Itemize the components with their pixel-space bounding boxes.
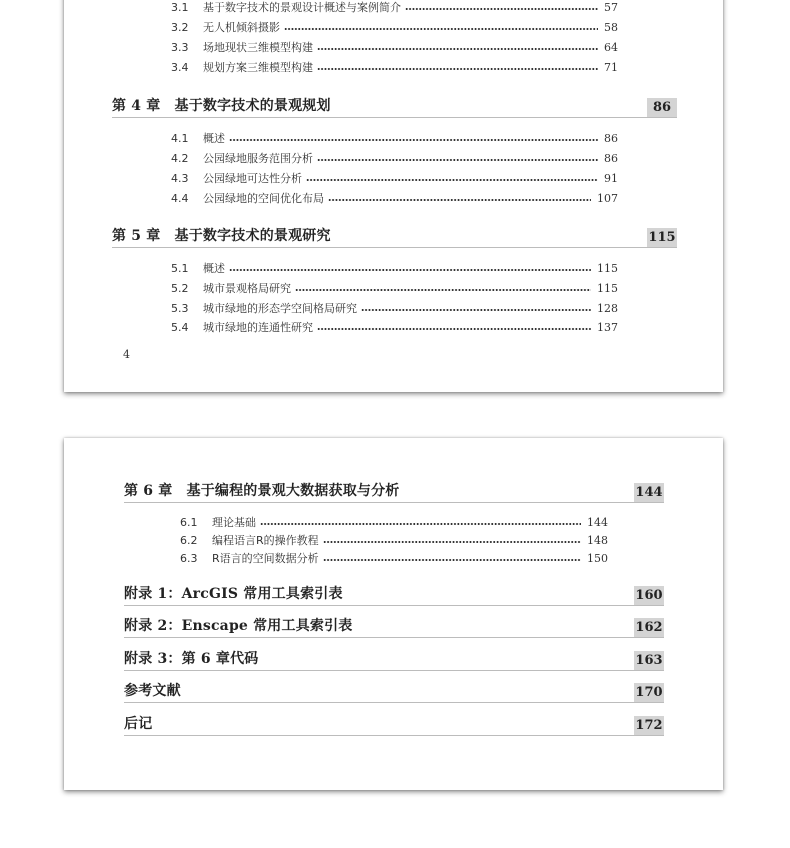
postscript-heading[interactable] [124, 715, 664, 736]
chapter-page-number: 115 [648, 230, 676, 245]
section-number: 6.1 [180, 515, 198, 529]
chapter-title: 第 5 章 基于数字技术的景观研究 [112, 228, 331, 244]
postscript-page-number: 172 [635, 718, 663, 733]
section-page: 150 [587, 551, 608, 565]
page-folio: 4 [123, 348, 130, 361]
toc-entry[interactable] [171, 0, 618, 15]
section-number: 4.2 [171, 151, 189, 165]
appendix-page-number: 162 [635, 620, 663, 635]
section-number: 4.1 [171, 131, 189, 145]
dot-leader [295, 289, 591, 291]
appendix-3-heading[interactable] [124, 650, 664, 671]
section-number: 5.2 [171, 281, 189, 295]
toc-entry[interactable] [171, 59, 618, 75]
references-page-number: 170 [635, 685, 663, 700]
section-page: 107 [597, 191, 618, 205]
dot-leader [306, 179, 598, 181]
toc-entry[interactable] [171, 190, 618, 206]
section-number: 6.2 [180, 533, 198, 547]
dot-leader [323, 541, 581, 543]
section-page: 91 [604, 171, 618, 185]
section-number: 5.1 [171, 261, 189, 275]
section-page: 64 [604, 40, 618, 54]
section-page: 137 [597, 320, 618, 334]
section-title: 城市绿地的连通性研究 [203, 321, 313, 334]
chapter-heading-4[interactable] [112, 97, 677, 118]
section-page: 128 [597, 301, 618, 315]
section-title: 基于数字技术的景观设计概述与案例简介 [203, 1, 401, 14]
toc-entry[interactable] [180, 550, 608, 566]
toc-entry[interactable] [171, 280, 618, 296]
section-number: 3.2 [171, 20, 189, 34]
dot-leader [229, 269, 591, 271]
section-page: 58 [604, 20, 618, 34]
section-title: 概述 [203, 262, 225, 275]
dot-leader [405, 8, 598, 10]
section-title: 概述 [203, 132, 225, 145]
toc-entry[interactable] [171, 130, 618, 146]
section-number: 4.4 [171, 191, 189, 205]
toc-entry[interactable] [180, 514, 608, 530]
appendix-title: 附录 2：Enscape 常用工具索引表 [124, 618, 353, 634]
section-title: 场地现状三维模型构建 [203, 41, 313, 54]
references-heading[interactable] [124, 682, 664, 703]
toc-entry[interactable] [171, 170, 618, 186]
toc-entry[interactable] [171, 39, 618, 55]
appendix-page-number: 163 [635, 653, 663, 668]
section-page: 57 [604, 0, 618, 14]
toc-page-5 [64, 438, 723, 790]
chapter-page-number: 86 [647, 98, 677, 117]
dot-leader [317, 328, 591, 330]
dot-leader [317, 159, 598, 161]
section-number: 3.4 [171, 60, 189, 74]
section-title: 公园绿地可达性分析 [203, 172, 302, 185]
appendix-title: 附录 1：ArcGIS 常用工具索引表 [124, 586, 343, 602]
toc-page-4 [64, 0, 723, 392]
section-number: 3.3 [171, 40, 189, 54]
section-page: 144 [587, 515, 608, 529]
toc-entry[interactable] [171, 260, 618, 276]
section-title: R语言的空间数据分析 [212, 552, 319, 565]
toc-entry[interactable] [171, 319, 618, 335]
chapter-heading-5[interactable] [112, 227, 677, 248]
chapter-page-number: 144 [635, 485, 663, 500]
dot-leader [328, 199, 591, 201]
dot-leader [361, 309, 591, 311]
section-number: 5.3 [171, 301, 189, 315]
chapter-title: 第 4 章 基于数字技术的景观规划 [112, 98, 331, 114]
section-title: 规划方案三维模型构建 [203, 61, 313, 74]
dot-leader [260, 523, 581, 525]
chapter-heading-6[interactable] [124, 482, 664, 503]
toc-entry[interactable] [171, 19, 618, 35]
section-number: 4.3 [171, 171, 189, 185]
toc-entry[interactable] [171, 150, 618, 166]
section-page: 115 [597, 261, 618, 275]
appendix-2-heading[interactable] [124, 617, 664, 638]
section-title: 理论基础 [212, 516, 256, 529]
chapter-title: 第 6 章 基于编程的景观大数据获取与分析 [124, 483, 400, 499]
section-title: 城市景观格局研究 [203, 282, 291, 295]
section-page: 115 [597, 281, 618, 295]
references-title: 参考文献 [124, 683, 181, 699]
toc-entry[interactable] [171, 300, 618, 316]
section-page: 148 [587, 533, 608, 547]
section-title: 无人机倾斜摄影 [203, 21, 280, 34]
section-number: 3.1 [171, 0, 189, 14]
appendix-page-number: 160 [635, 588, 663, 603]
appendix-1-heading[interactable] [124, 585, 664, 606]
dot-leader [317, 48, 598, 50]
postscript-title: 后记 [124, 716, 153, 732]
section-number: 6.3 [180, 551, 198, 565]
section-page: 71 [604, 60, 618, 74]
dot-leader [323, 559, 581, 561]
dot-leader [229, 139, 598, 141]
toc-entry[interactable] [180, 532, 608, 548]
section-title: 编程语言R的操作教程 [212, 534, 319, 547]
section-title: 城市绿地的形态学空间格局研究 [203, 302, 357, 315]
dot-leader [284, 28, 598, 30]
section-page: 86 [604, 151, 618, 165]
section-page: 86 [604, 131, 618, 145]
section-title: 公园绿地的空间优化布局 [203, 192, 324, 205]
dot-leader [317, 68, 598, 70]
section-title: 公园绿地服务范围分析 [203, 152, 313, 165]
section-number: 5.4 [171, 320, 189, 334]
appendix-title: 附录 3：第 6 章代码 [124, 651, 259, 667]
